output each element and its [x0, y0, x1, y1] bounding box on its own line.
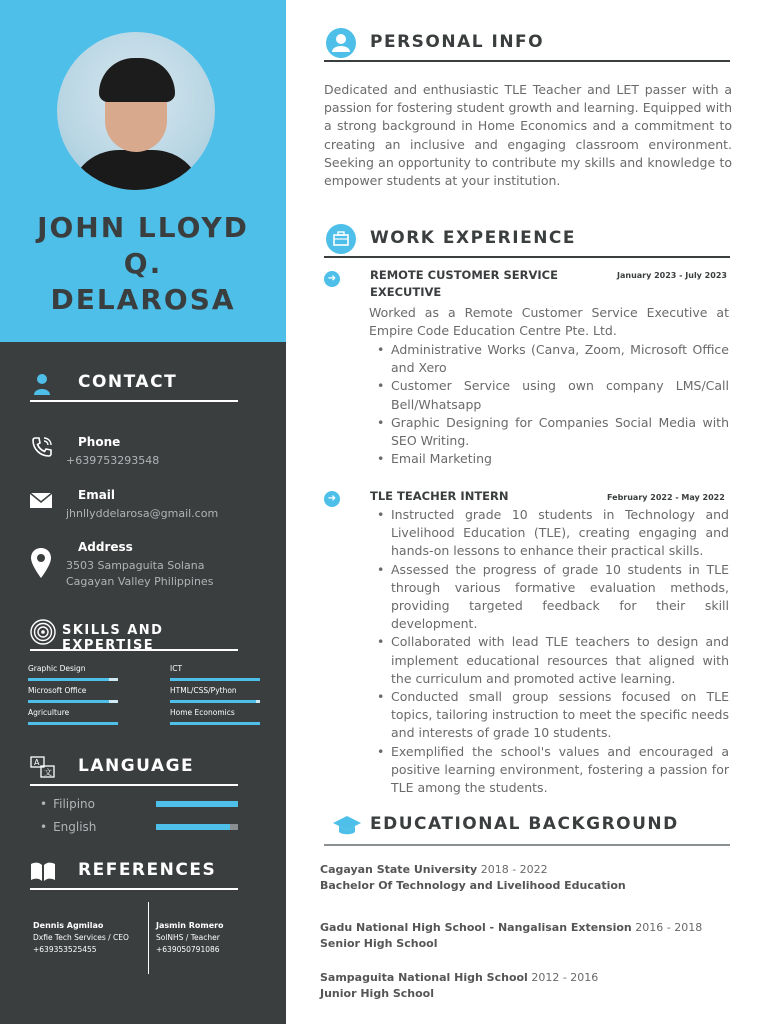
reference-name: Dennis Agmilao: [33, 921, 104, 930]
school-years: 2012 - 2016: [527, 971, 599, 984]
list-item: • Conducted small group sessions focused on TLE topics, tailoring instruction to meet the specific needs and interests of grade 10 students.: [391, 688, 729, 743]
job-title-line-2: EXECUTIVE: [370, 285, 442, 299]
email-value: jhnllyddelarosa@gmail.com: [66, 507, 219, 520]
personal-info-heading: [324, 28, 730, 62]
address-line-2: Cagayan Valley Philippines: [66, 575, 214, 588]
person-icon: [326, 28, 356, 58]
job-1-title: [370, 267, 558, 301]
email-label: Email: [78, 488, 116, 502]
arrow-right-icon: ➜: [324, 491, 340, 507]
job-2-title: [370, 488, 509, 505]
svg-text:A: A: [34, 758, 40, 767]
skill-label: Microsoft Office: [28, 686, 87, 695]
education-heading: [324, 812, 730, 846]
language-english: [40, 820, 240, 836]
arrow-right-icon: ➜: [324, 271, 340, 287]
reference-2: [156, 920, 276, 956]
skills-heading: [30, 617, 238, 651]
education-item-2: [320, 920, 740, 952]
school-name: Gadu National High School - Nangalisan Extension: [320, 921, 632, 934]
translate-icon: [30, 756, 56, 780]
list-item: • Customer Service using own company LMS/Call Bell/Whatsapp: [391, 377, 729, 413]
contact-heading: [30, 370, 238, 402]
list-item: • Graphic Designing for Companies Social Media with SEO Writing.: [391, 414, 729, 450]
reference-1: [33, 920, 153, 956]
education-title: EDUCATIONAL BACKGROUND: [370, 814, 679, 834]
skill-label: Home Economics: [170, 708, 235, 717]
job-title-line-1: REMOTE CUSTOMER SERVICE: [370, 268, 558, 282]
reference-divider: [148, 902, 149, 974]
job-2-bullets: [391, 506, 729, 797]
skill-microsoft-office: [28, 686, 118, 695]
phone-icon: [30, 435, 54, 459]
school-name: Cagayan State University: [320, 863, 478, 876]
personal-info-title: PERSONAL INFO: [370, 32, 545, 52]
school-years: 2016 - 2018: [631, 921, 703, 934]
school-degree: Senior High School: [320, 937, 438, 950]
list-item: • Collaborated with lead TLE teachers to design and implement educational resources that aligned with the curriculum and promoted active learning.: [391, 633, 729, 688]
full-name: [0, 210, 286, 318]
language-title: LANGUAGE: [78, 756, 195, 776]
reference-name: Jasmin Romero: [156, 921, 224, 930]
school-degree: Bachelor Of Technology and Livelihood Education: [320, 879, 626, 892]
references-title: REFERENCES: [78, 860, 217, 880]
skill-graphic-design: [28, 664, 118, 673]
job-1-bullets: [391, 341, 729, 468]
skill-home-economics: [170, 708, 260, 717]
graduation-cap-icon: [332, 812, 362, 842]
list-item: • Instructed grade 10 students in Technology and Livelihood Education (TLE), creating engaging and hands-on lessons to enhance their practical skills.: [391, 506, 729, 561]
reference-phone: +639353525455: [33, 945, 97, 954]
profile-summary: Dedicated and enthusiastic TLE Teacher and LET passer with a passion for fostering student growth and learning. Equipped with a strong background in Home Economics and a commitment to creating an inclusive and engaging classroom environment. Seeking an opportunity to contribute my skills and knowledge to empower students at your institution.: [324, 82, 732, 189]
list-item: • Exemplified the school's values and encouraged a positive learning environment, fostering a passion for TLE among the students.: [391, 743, 729, 798]
book-icon: [30, 860, 56, 884]
address-label: Address: [78, 540, 133, 554]
references-heading: [30, 858, 238, 890]
list-item: • Email Marketing: [391, 450, 729, 468]
language-heading: [30, 754, 238, 786]
skill-agriculture: [28, 708, 118, 717]
location-pin-icon: [30, 548, 54, 572]
name-line-3: DELAROSA: [50, 283, 236, 316]
mail-icon: [30, 488, 54, 512]
profile-photo: [57, 32, 215, 190]
education-item-1: [320, 862, 740, 894]
skill-label: HTML/CSS/Python: [170, 686, 237, 695]
reference-role: Dxfie Tech Services / CEO: [33, 933, 129, 942]
list-item: • Assessed the progress of grade 10 students in TLE through various formative evaluation methods, providing targeted feedback for their skill development.: [391, 561, 729, 634]
briefcase-icon: [326, 224, 356, 254]
list-item: • Administrative Works (Canva, Zoom, Microsoft Office and Xero: [391, 341, 729, 377]
school-degree: Junior High School: [320, 987, 435, 1000]
reference-role: SolNHS / Teacher: [156, 933, 220, 942]
skills-title: SKILLS AND EXPERTISE: [62, 623, 164, 653]
language-label: • Filipino: [40, 797, 95, 811]
skill-label: Graphic Design: [28, 664, 86, 673]
job-title-line-1: TLE TEACHER INTERN: [370, 489, 509, 503]
person-icon: [30, 372, 56, 396]
skill-html-css-python: [170, 686, 260, 695]
skill-ict: [170, 664, 260, 673]
svg-text:文: 文: [44, 768, 52, 777]
name-line-1: JOHN LLOYD: [37, 211, 249, 244]
job-1-description: Worked as a Remote Customer Service Executive at Empire Code Education Centre Pte. Ltd.: [369, 305, 729, 339]
language-filipino: [40, 797, 240, 813]
target-icon: [30, 619, 56, 643]
reference-phone: +639050791086: [156, 945, 220, 954]
job-1-dates: January 2023 - July 2023: [617, 271, 727, 280]
contact-title: CONTACT: [78, 372, 178, 392]
address-line-1: 3503 Sampaguita Solana: [66, 559, 205, 572]
education-item-3: [320, 970, 740, 1002]
language-label: • English: [40, 820, 96, 834]
work-experience-title: WORK EXPERIENCE: [370, 228, 577, 248]
skill-label: Agriculture: [28, 708, 70, 717]
school-years: 2018 - 2022: [477, 863, 548, 876]
work-experience-heading: [324, 224, 730, 258]
phone-label: Phone: [78, 435, 121, 449]
job-2-dates: February 2022 - May 2022: [607, 493, 725, 502]
address-value: [66, 558, 213, 590]
phone-value: +639753293548: [66, 454, 160, 467]
school-name: Sampaguita National High School: [320, 971, 528, 984]
skill-label: ICT: [170, 664, 183, 673]
name-line-2: Q.: [123, 247, 163, 280]
